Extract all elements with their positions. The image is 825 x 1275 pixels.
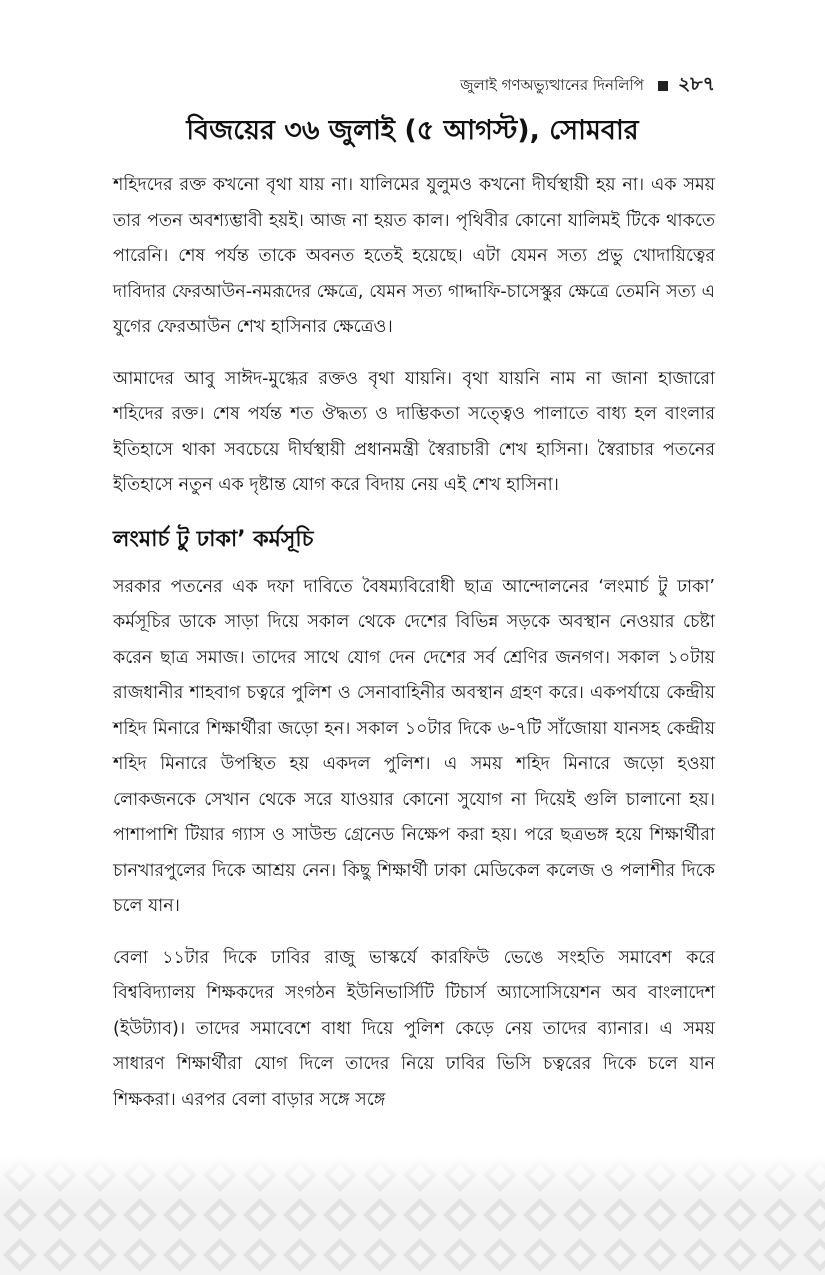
decorative-diamond-pattern [0,1155,825,1275]
diamond-pattern-icon [0,1155,825,1275]
chapter-title: বিজয়ের ৩৬ জুলাই (৫ আগস্ট), সোমবার [186,115,639,146]
section-heading: লংমার্চ টু ঢাকা’ কর্মসূচি [113,526,314,552]
running-header [460,70,715,102]
paragraph: শহিদদের রক্ত কখনো বৃথা যায় না। যালিমের যুলুমও কখনো দীর্ঘস্থায়ী হয় না। এক সময় তার পতন অবশ্যম্ভাবী হয়ই। আজ না হয়ত কাল। পৃথিবীর কোনো যালিমই টিকে থাকতে পারেনি। শেষ পর্যন্ত তাকে অবনত হতেই হয়েছে। এটা যেমন সত্য প্রভু খোদায়িত্বের দাবিদার ফেরআউন-নমরূদের ক্ষেত্রে, যেমন সত্য গাদ্দাফি-চাসেস্কুর ক্ষেত্রে তেমনি সত্য এ যুগের ফেরআউন শেখ হাসিনার ক্ষেত্রেও। [113,175,715,337]
page-number: ২৮৭ [677,73,715,95]
running-title: জুলাই গণঅভ্যুত্থানের দিনলিপি [460,75,644,94]
paragraph: সরকার পতনের এক দফা দাবিতে বৈষম্যবিরোধী ছাত্র আন্দোলনের ‘লংমার্চ টু ঢাকা’ কর্মসূচির ডাকে সাড়া দিয়ে সকাল থেকে দেশের বিভিন্ন সড়কে অবস্থান নেওয়ার চেষ্টা করেন ছাত্র সমাজ। তাদের সাথে যোগ দেন দেশের সর্ব শ্রেণির জনগণ। সকাল ১০টায় রাজধানীর শাহবাগ চত্বরে পুলিশ ও সেনাবাহিনীর অবস্থান গ্রহণ করে। একপর্যায়ে কেন্দ্রীয় শহিদ মিনারে শিক্ষার্থীরা জড়ো হন। সকাল ১০টার দিকে ৬-৭টি সাঁজোয়া যানসহ কেন্দ্রীয় শহিদ মিনারে উপস্থিত হয় একদল পুলিশ। এ সময় শহিদ মিনারে জড়ো হওয়া লোকজনকে সেখান থেকে সরে যাওয়ার কোনো সুযোগ না দিয়েই গুলি চালানো হয়। পাশাপাশি টিয়ার গ্যাস ও সাউন্ড গ্রেনেড নিক্ষেপ করা হয়। পরে ছত্রভঙ্গ হয়ে শিক্ষার্থীরা চানখারপুলের দিকে আশ্রয় নেন। কিছু শিক্ষার্থী ঢাকা মেডিকেল কলেজ ও পলাশীর দিকে চলে যান। [113,576,715,916]
paragraph: আমাদের আবু সাঈদ-মুগ্ধের রক্তও বৃথা যায়নি। বৃথা যায়নি নাম না জানা হাজারো শহিদের রক্ত। শেষ পর্যন্ত শত ঔদ্ধত্য ও দাম্ভিকতা সত্ত্বেও পালাতে বাধ্য হল বাংলার ইতিহাসে থাকা সবচেয়ে দীর্ঘস্থায়ী প্রধানমন্ত্রী স্বৈরাচারী শেখ হাসিনা। স্বৈরাচার পতনের ইতিহাসে নতুন এক দৃষ্টান্ত যোগ করে বিদায় নেয় এই শেখ হাসিনা। [113,368,715,495]
paragraph: বেলা ১১টার দিকে ঢাবির রাজু ভাস্কর্যে কারফিউ ভেঙে সংহতি সমাবেশ করে বিশ্ববিদ্যালয় শিক্ষকদের সংগঠন ইউনিভার্সিটি টিচার্স অ্যাসোসিয়েশন অব বাংলাদেশ (ইউট্যাব)। তাদের সমাবেশে বাধা দিয়ে পুলিশ কেড়ে নেয় তাদের ব্যানার। এ সময় সাধারণ শিক্ষার্থীরা যোগ দিলে তাদের নিয়ে ঢাবির ভিসি চত্বরের দিকে চলে যান শিক্ষকরা। এরপর বেলা বাড়ার সঙ্গে সঙ্গে [113,947,715,1110]
body-text [113,168,715,1134]
square-bullet-icon [658,81,668,91]
